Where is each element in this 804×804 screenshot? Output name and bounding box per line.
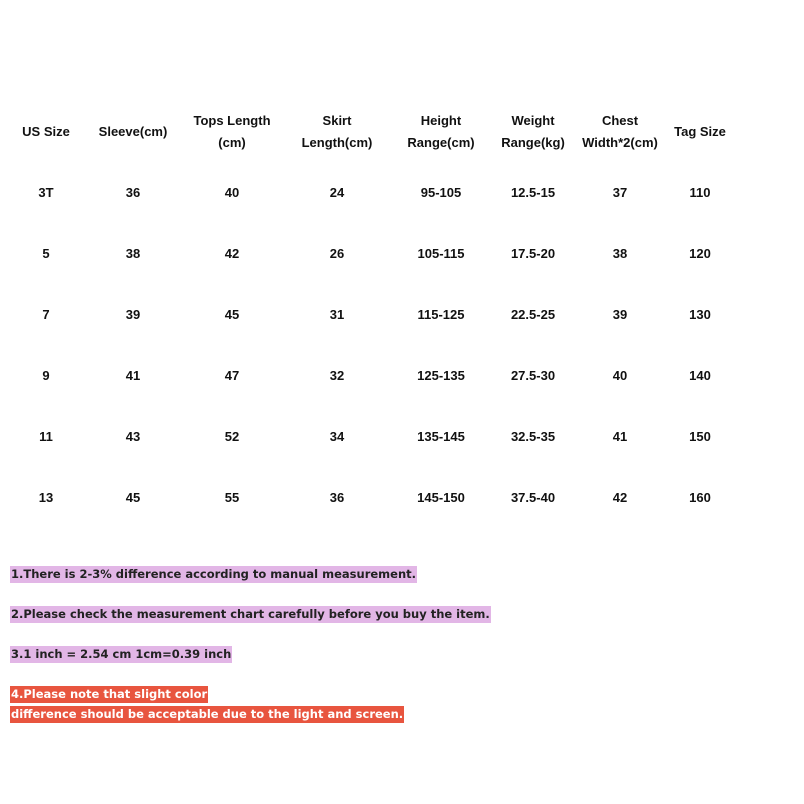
cell-skirt-length: 36	[329, 490, 345, 505]
header-line: Sleeve(cm)	[98, 124, 168, 139]
cell-height-range: 125-135	[417, 368, 465, 383]
note-check-chart: 2.Please check the measurement chart carefully before you buy the item.	[11, 607, 490, 621]
cell-height-range: 115-125	[417, 307, 465, 322]
cell-weight-range: 27.5-30	[510, 368, 556, 383]
header-skirt-length	[302, 110, 373, 154]
note-manual-measurement: 1.There is 2-3% difference according to manual measurement.	[11, 567, 417, 581]
cell-tag-size: 140	[689, 368, 711, 383]
header-line: Height	[420, 113, 462, 128]
cell-sleeve: 39	[125, 307, 141, 322]
cell-tops-length: 42	[224, 246, 240, 261]
cell-sleeve: 43	[125, 429, 141, 444]
cell-skirt-length: 34	[329, 429, 345, 444]
cell-sleeve: 36	[125, 185, 141, 200]
cell-tops-length: 40	[224, 185, 240, 200]
cell-us-size: 13	[38, 490, 54, 505]
cell-height-range: 105-115	[417, 246, 465, 261]
header-line: Tops Length	[193, 113, 271, 128]
header-line: Skirt	[322, 113, 352, 128]
header-line: Length(cm)	[301, 135, 373, 150]
note-color-difference-line2: difference should be acceptable due to the light and screen.	[11, 707, 404, 721]
cell-weight-range: 32.5-35	[510, 429, 556, 444]
cell-skirt-length: 32	[329, 368, 345, 383]
cell-sleeve: 38	[125, 246, 141, 261]
header-line: Tag Size	[674, 124, 726, 139]
cell-tops-length: 55	[224, 490, 240, 505]
header-line: US Size	[22, 124, 70, 139]
cell-us-size: 5	[42, 246, 50, 261]
header-line: Chest	[601, 113, 639, 128]
cell-us-size: 7	[42, 307, 50, 322]
note-unit-conversion: 3.1 inch = 2.54 cm 1cm=0.39 inch	[11, 647, 232, 661]
cell-weight-range: 12.5-15	[510, 185, 556, 200]
cell-tops-length: 45	[224, 307, 240, 322]
cell-chest-width: 38	[612, 246, 628, 261]
cell-sleeve: 45	[125, 490, 141, 505]
cell-height-range: 145-150	[417, 490, 465, 505]
header-chest-width	[582, 110, 658, 154]
cell-height-range: 135-145	[417, 429, 465, 444]
header-line: Weight	[511, 113, 555, 128]
note-color-difference-line1: 4.Please note that slight color	[11, 687, 208, 701]
cell-chest-width: 39	[612, 307, 628, 322]
cell-sleeve: 41	[125, 368, 141, 383]
header-us-size	[22, 121, 70, 143]
header-line: Range(cm)	[407, 135, 475, 150]
cell-skirt-length: 26	[329, 246, 345, 261]
header-tops-length	[193, 110, 270, 154]
header-line: (cm)	[218, 135, 246, 150]
cell-tag-size: 120	[689, 246, 711, 261]
cell-height-range: 95-105	[420, 185, 462, 200]
cell-us-size: 3T	[38, 185, 54, 200]
header-tag-size	[674, 121, 726, 143]
cell-weight-range: 22.5-25	[510, 307, 556, 322]
cell-chest-width: 42	[612, 490, 628, 505]
cell-tops-length: 52	[224, 429, 240, 444]
cell-tops-length: 47	[224, 368, 240, 383]
cell-tag-size: 130	[689, 307, 711, 322]
cell-weight-range: 37.5-40	[510, 490, 556, 505]
header-line: Range(kg)	[501, 135, 565, 150]
cell-weight-range: 17.5-20	[510, 246, 556, 261]
cell-us-size: 11	[39, 429, 53, 444]
cell-us-size: 9	[42, 368, 50, 383]
cell-chest-width: 40	[612, 368, 628, 383]
header-weight-range	[501, 110, 565, 154]
header-line: Width*2(cm)	[582, 135, 658, 150]
cell-skirt-length: 24	[329, 185, 345, 200]
cell-skirt-length: 31	[329, 307, 345, 322]
cell-tag-size: 110	[689, 185, 711, 200]
cell-chest-width: 37	[612, 185, 628, 200]
cell-tag-size: 150	[689, 429, 711, 444]
header-sleeve	[99, 121, 168, 143]
cell-chest-width: 41	[612, 429, 628, 444]
header-height-range	[407, 110, 474, 154]
cell-tag-size: 160	[689, 490, 711, 505]
